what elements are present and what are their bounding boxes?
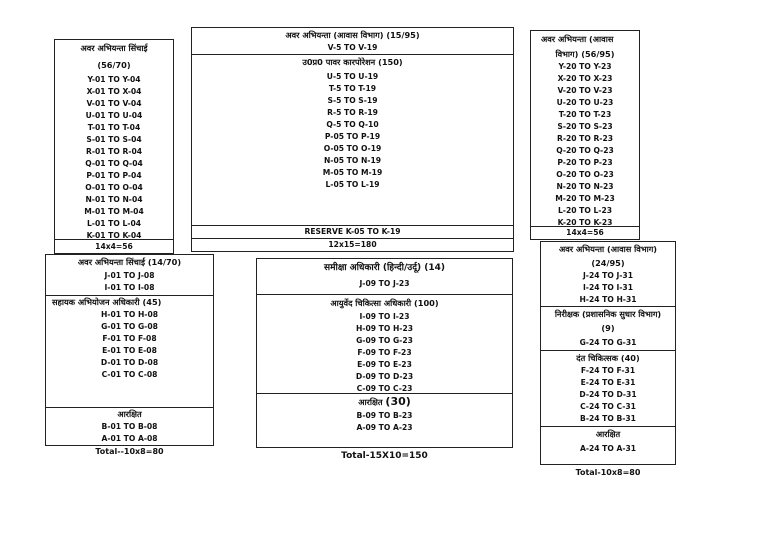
seat-range: B-24 TO B-31 [580,414,636,423]
seat-range: A-01 TO A-08 [101,434,158,443]
seat-range: U-5 TO U-19 [326,72,379,81]
seat-range: Q-5 TO Q-10 [326,120,379,129]
block-junior-engineer-irrigation-14 [45,254,214,446]
seat-range: I-01 TO I-08 [104,283,155,292]
seat-range: N-05 TO N-19 [323,156,382,165]
reserved-count: (30) [385,395,411,408]
seat-range: D-24 TO D-31 [579,390,637,399]
seat-range: O-05 TO O-19 [323,144,382,153]
block-heading: अवर अभियन्ता (आवास विभाग) [558,244,658,254]
seat-range: O-01 TO O-04 [85,183,143,192]
seat-range: A-24 TO A-31 [579,444,637,453]
seat-range: P-05 TO P-19 [324,132,381,141]
seat-range: H-01 TO H-08 [100,310,159,319]
seat-range: X-20 TO X-23 [557,74,613,83]
seat-range: P-20 TO P-23 [557,158,613,167]
seat-range: R-01 TO R-04 [85,147,143,156]
seat-range: R-5 TO R-19 [327,108,378,117]
block-heading: आरक्षित [117,409,142,419]
seat-range: Q-01 TO Q-04 [85,159,143,168]
block-heading: अवर अभियन्ता सिंचाई (14/70) [77,257,182,267]
block-footer: 12x15=180 [192,238,513,251]
seat-range: L-20 TO L-23 [557,206,613,215]
seat-range: K-20 TO K-23 [557,218,613,227]
reserve-range: RESERVE K-05 TO K-19 [192,225,513,238]
block-heading [257,394,512,410]
seat-range: B-09 TO B-23 [356,411,413,420]
seat-range: K-01 TO K-04 [86,231,142,240]
seat-range: M-20 TO M-23 [555,194,615,203]
seat-range: G-24 TO G-31 [579,338,637,347]
seat-range: C-09 TO C-23 [356,384,413,393]
seat-range: T-20 TO T-23 [558,110,612,119]
seat-range: P-01 TO P-04 [86,171,142,180]
block-heading: अवर अभियन्ता (आवास विभाग) (15/95) [285,30,420,40]
seat-range: D-01 TO D-08 [100,358,159,367]
block-total: Total--10x8=80 [95,447,164,456]
seat-range: G-01 TO G-08 [101,322,158,331]
block-heading: समीक्षा अधिकारी (हिन्दी/उर्दू) (14) [324,263,445,273]
seat-range: S-5 TO S-19 [327,96,378,105]
seat-range: Y-20 TO Y-23 [558,62,612,71]
block-heading: अवर अभियन्ता (आवास [541,34,614,44]
seat-range: M-01 TO M-04 [84,207,144,216]
seat-range: C-24 TO C-31 [580,402,636,411]
seat-range: Q-20 TO Q-23 [556,146,614,155]
seat-range: I-09 TO I-23 [359,312,410,321]
seat-range: U-01 TO U-04 [85,111,143,120]
block-footer: 14x4=56 [531,226,639,239]
block-heading: आयुर्वेद चिकित्सा अधिकारी (100) [257,294,512,311]
seat-range: F-09 TO F-23 [357,348,412,357]
block-junior-engineer-housing-15 [191,27,514,252]
seat-range: C-01 TO C-08 [101,370,158,379]
seat-range: F-24 TO F-31 [580,366,636,375]
block-subheading: (56/70) [97,60,131,70]
block-heading: आरक्षित [595,429,621,439]
seat-range: N-01 TO N-04 [85,195,143,204]
seat-range: F-01 TO F-08 [102,334,157,343]
seat-range: S-20 TO S-23 [557,122,613,131]
seat-range: L-01 TO L-04 [86,219,142,228]
seat-range: S-01 TO S-04 [86,135,142,144]
reserved-label: आरक्षित [358,397,383,407]
seat-range: T-5 TO T-19 [328,84,377,93]
block-footer: 14x4=56 [55,239,173,253]
block-subheading: (9) [601,323,615,333]
seat-range: V-01 TO V-04 [86,99,142,108]
seat-range: M-05 TO M-19 [322,168,383,177]
seat-range: E-24 TO E-31 [580,378,636,387]
seat-range: N-20 TO N-23 [556,182,614,191]
seat-range: B-01 TO B-08 [101,422,158,431]
seat-range: J-09 TO J-23 [359,279,410,288]
seat-range: I-24 TO I-31 [582,283,633,292]
block-heading: सहायक अभियोजन अधिकारी (45) [46,295,213,309]
block-heading: उ0प्र0 पावर कारपोरेशन (150) [192,54,513,70]
seat-range: D-09 TO D-23 [355,372,414,381]
seat-range: J-01 TO J-08 [104,271,155,280]
seat-range: A-09 TO A-23 [356,423,413,432]
seat-range: E-09 TO E-23 [357,360,412,369]
block-junior-engineer-housing-56 [530,30,640,240]
seat-range: H-24 TO H-31 [579,295,637,304]
block-junior-engineer-irrigation-56 [54,39,174,254]
seat-range: V-20 TO V-23 [557,86,613,95]
seat-range: H-09 TO H-23 [355,324,414,333]
seat-range: O-20 TO O-23 [556,170,614,179]
seat-range: U-20 TO U-23 [556,98,614,107]
block-total: Total-10x8=80 [575,468,641,477]
block-total: Total-15X10=150 [341,451,428,461]
seat-range: Y-01 TO Y-04 [87,75,141,84]
seat-range: E-01 TO E-08 [102,346,157,355]
seat-range: L-05 TO L-19 [325,180,380,189]
seat-range: T-01 TO T-04 [87,123,141,132]
block-junior-engineer-housing-24 [540,241,676,465]
block-heading: निरीक्षक (प्रशासनिक सुधार विभाग) [554,309,662,319]
seat-range: V-5 TO V-19 [327,43,378,52]
block-heading: दंत चिकित्सक (40) [576,353,640,363]
seat-range: J-24 TO J-31 [582,271,633,280]
seat-range: R-20 TO R-23 [556,134,614,143]
seat-range: G-09 TO G-23 [356,336,413,345]
block-heading: अवर अभियन्ता सिंचाई [80,43,148,53]
block-subheading: (24/95) [591,258,625,268]
block-review-officer [256,258,513,448]
seat-range: X-01 TO X-04 [86,87,142,96]
block-subheading: विभाग) (56/95) [555,49,615,59]
